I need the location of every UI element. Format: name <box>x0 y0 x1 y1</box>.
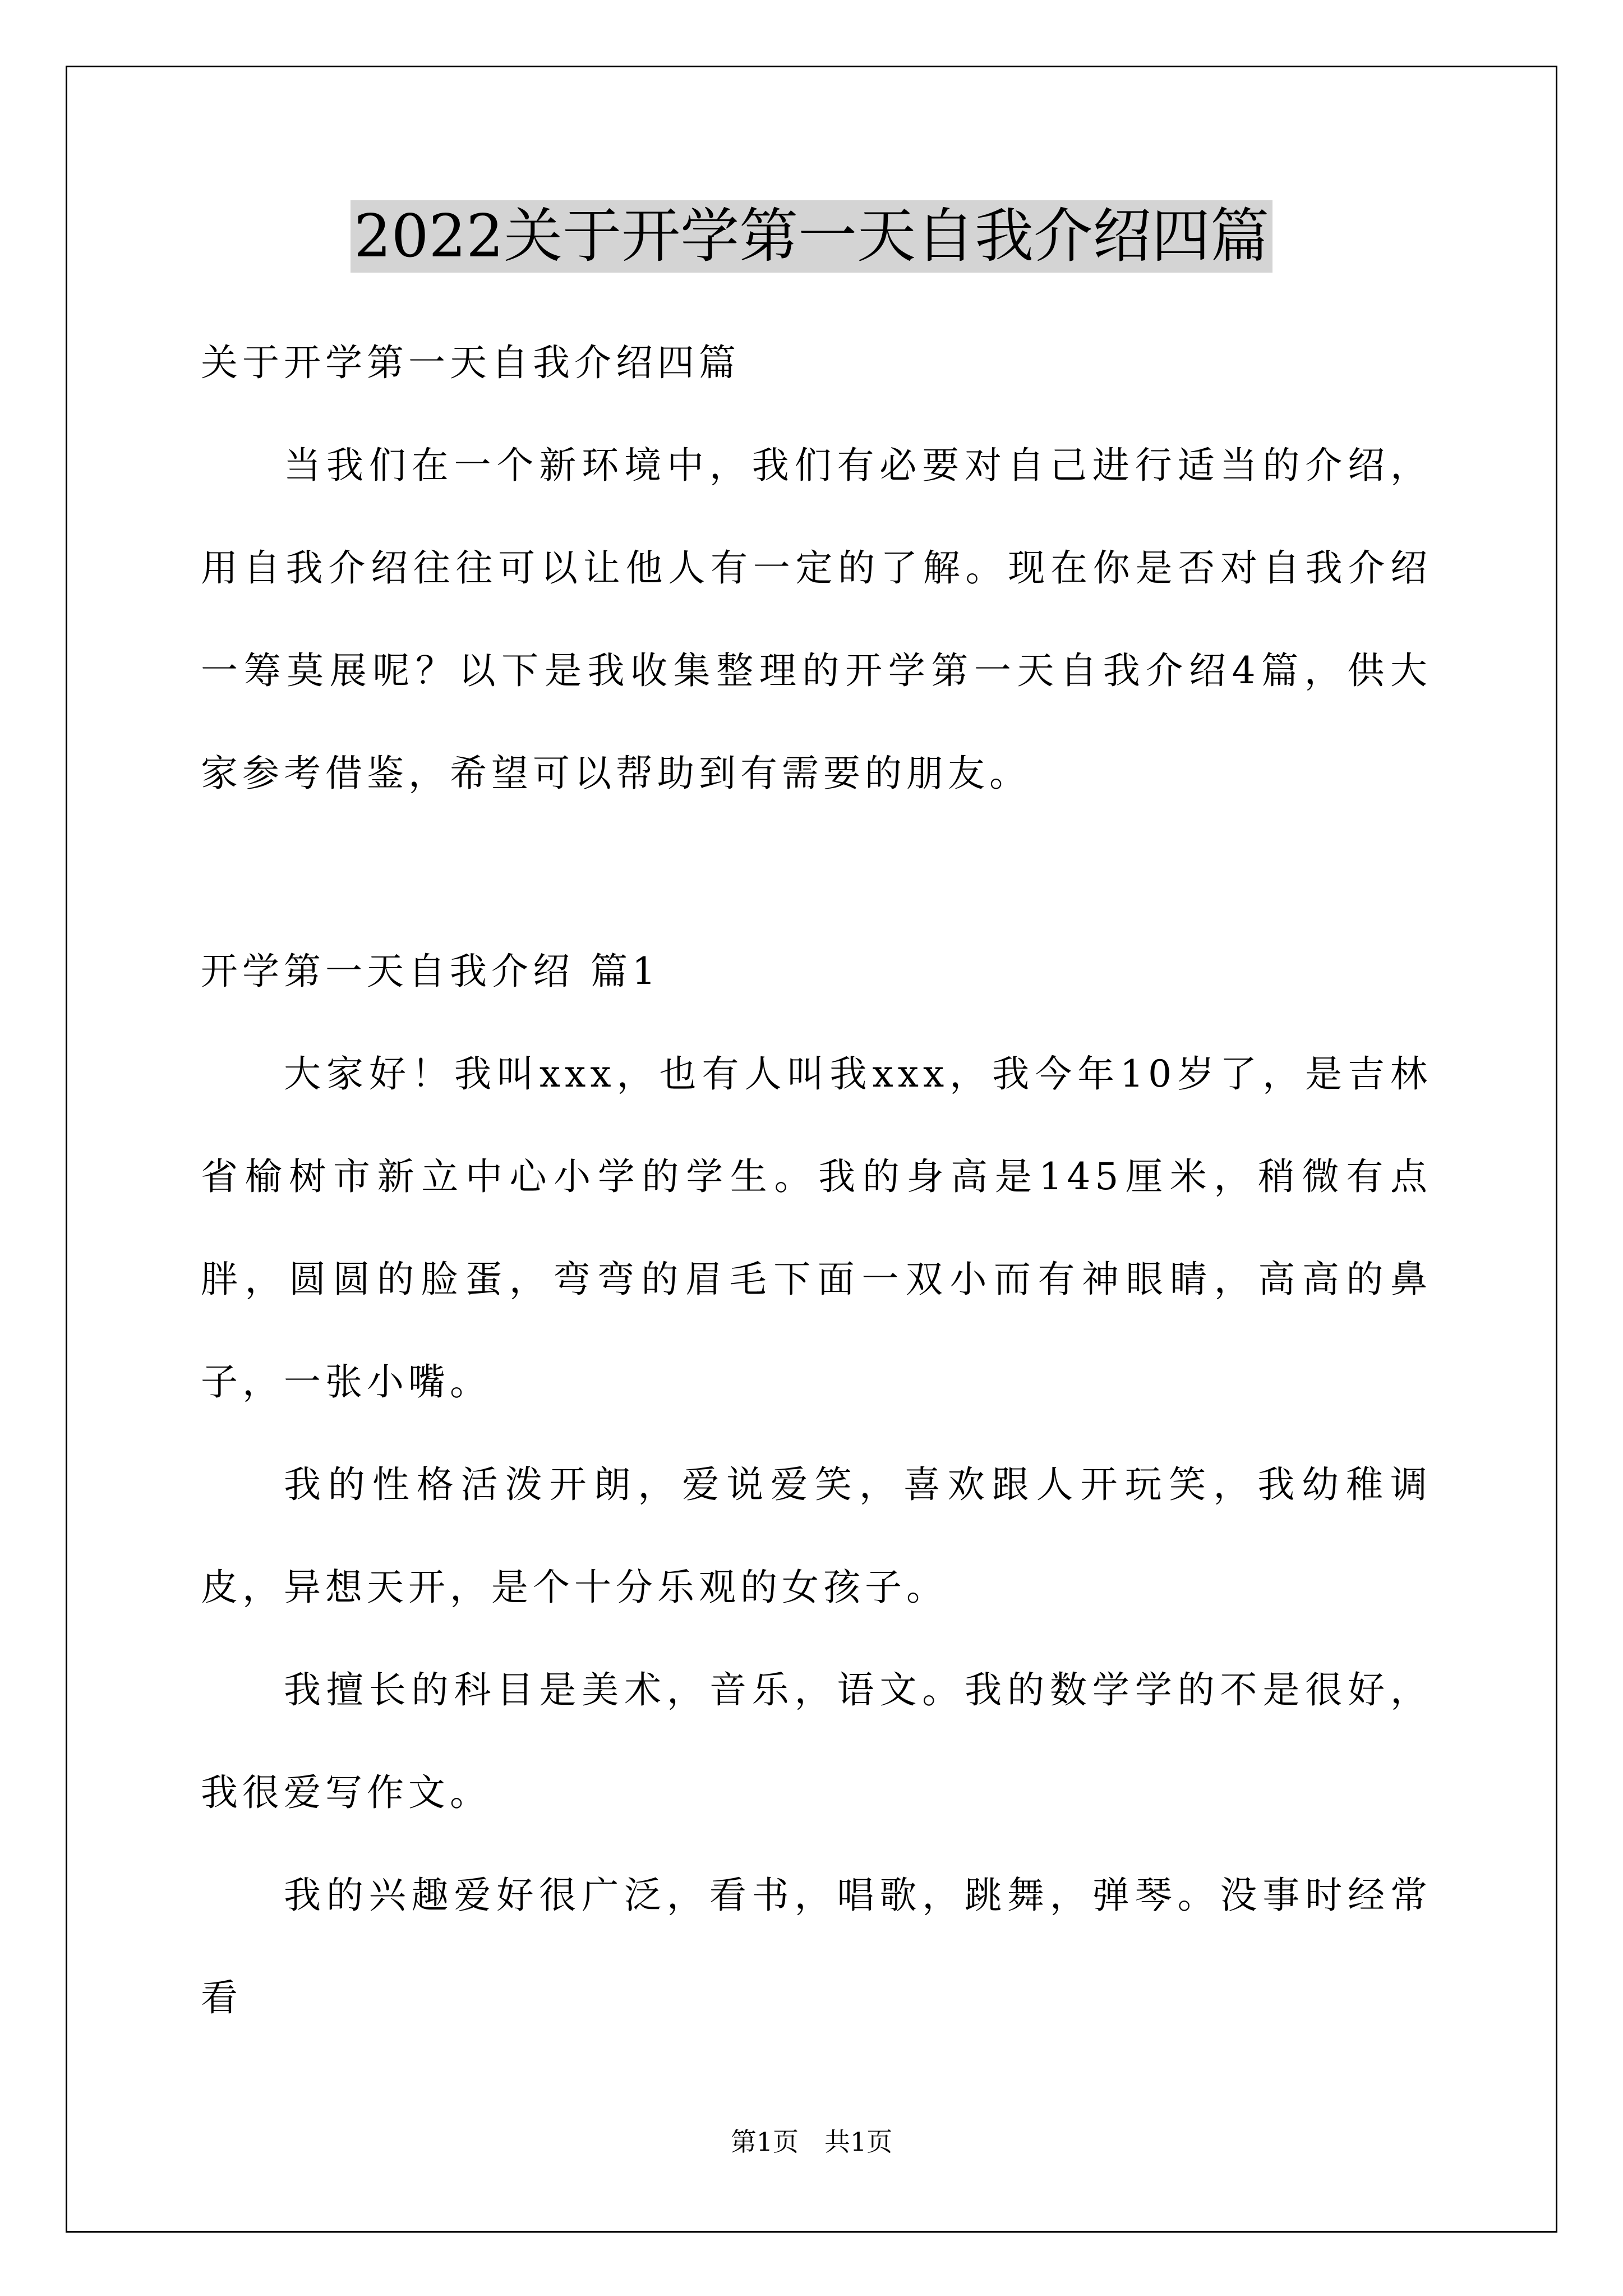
document-title: 2022关于开学第一天自我介绍四篇 <box>351 200 1272 273</box>
body-paragraph: 我擅长的科目是美术，音乐，语文。我的数学学的不是很好，我很爱写作文。 <box>201 1668 1432 1814</box>
body-paragraph: 大家好！我叫xxx，也有人叫我xxx，我今年10岁了，是吉林省榆树市新立中心小学的学生。我的身高是145厘米，稍微有点胖，圆圆的脸蛋，弯弯的眉毛下面一双小而有神眼睛，高高的鼻子，一张小嘴。 <box>201 1052 1432 1404</box>
intro-paragraph: 当我们在一个新环境中，我们有必要对自己进行适当的介绍，用自我介绍往往可以让他人有一定的了解。现在你是否对自我介绍一筹莫展呢？以下是我收集整理的开学第一天自我介绍4篇，供大家参考借鉴，希望可以帮助到有需要的朋友。 <box>201 444 1432 795</box>
page-footer: 第1页 共1页 <box>730 2127 893 2157</box>
body-paragraph: 我的性格活泼开朗，爱说爱笑，喜欢跟人开玩笑，我幼稚调皮，异想天开，是个十分乐观的女孩子。 <box>201 1463 1432 1609</box>
subtitle: 关于开学第一天自我介绍四篇 <box>201 341 740 384</box>
body-paragraph: 我的兴趣爱好很广泛，看书，唱歌，跳舞，弹琴。没事时经常看 <box>201 1874 1432 2019</box>
document-body <box>201 311 1432 2049</box>
section-heading: 开学第一天自我介绍 篇1 <box>201 950 660 993</box>
document-title-block <box>0 200 1623 273</box>
